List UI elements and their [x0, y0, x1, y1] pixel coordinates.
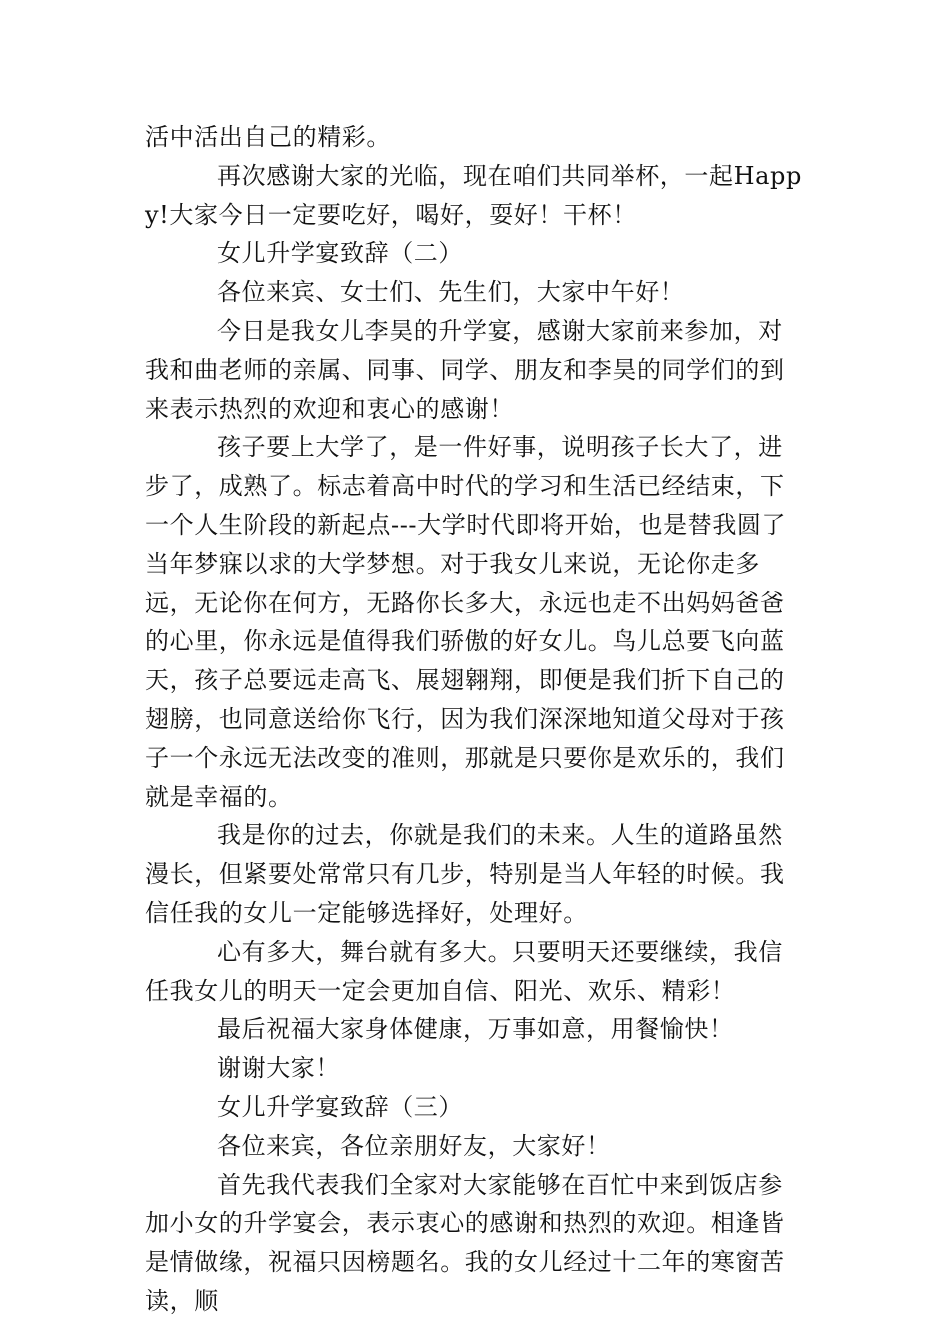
- paragraph-welcome: 今日是我女儿李昊的升学宴，感谢大家前来参加，对我和曲老师的亲属、同事、同学、朋友和李昊的同学们的到来表示热烈的欢迎和衷心的感谢！: [145, 316, 785, 423]
- paragraph-stage: 心有多大，舞台就有多大。只要明天还要继续，我信任我女儿的明天一定会更加自信、阳光、欢乐、精彩！: [145, 937, 783, 1005]
- section-heading-three: 女儿升学宴致辞（三）: [217, 1092, 463, 1121]
- paragraph-greeting-three: 各位来宾，各位亲朋好友，大家好！: [217, 1131, 611, 1160]
- paragraph-future: 我是你的过去，你就是我们的未来。人生的道路虽然漫长，但紧要处常常只有几步，特别是当人年轻的时候。我信任我的女儿一定能够选择好，处理好。: [145, 821, 785, 927]
- paragraph-greeting-two: 各位来宾、女士们、先生们，大家中午好！: [217, 278, 685, 307]
- paragraph-opening-three: 首先我代表我们全家对大家能够在百忙中来到饭店参加小女的升学宴会，表示衷心的感谢和热烈的欢迎。相逢皆是情做缘，祝福只因榜题名。我的女儿经过十二年的寒窗苦读，顺: [145, 1170, 785, 1315]
- paragraph-toast: 再次感谢大家的光临，现在咱们共同举杯，一起Happy!大家今日一定要吃好，喝好，耍好！干杯！: [145, 161, 802, 229]
- section-heading-two: 女儿升学宴致辞（二）: [217, 239, 463, 268]
- paragraph-thanks: 谢谢大家！: [217, 1054, 340, 1083]
- paragraph-continuation: 活中活出自己的精彩。: [145, 123, 391, 151]
- document-body: [145, 118, 805, 1321]
- paragraph-blessing: 最后祝福大家身体健康，万事如意，用餐愉快！: [217, 1015, 734, 1044]
- paragraph-college: 孩子要上大学了，是一件好事，说明孩子长大了，进步了，成熟了。标志着高中时代的学习和生活已经结束，下一个人生阶段的新起点---大学时代即将开始，也是替我圆了当年梦寐以求的大学梦想。对于我女儿来说，无论你走多远，无论你在何方，无路你长多大，永远也走不出妈妈爸爸的心里，你永远是值得我们骄傲的好女儿。鸟儿总要飞向蓝天，孩子总要远走高飞、展翅翱翔，即便是我们折下自己的翅膀，也同意送给你飞行，因为我们深深地知道父母对于孩子一个永远无法改变的准则，那就是只要你是欢乐的，我们就是幸福的。: [145, 433, 787, 811]
